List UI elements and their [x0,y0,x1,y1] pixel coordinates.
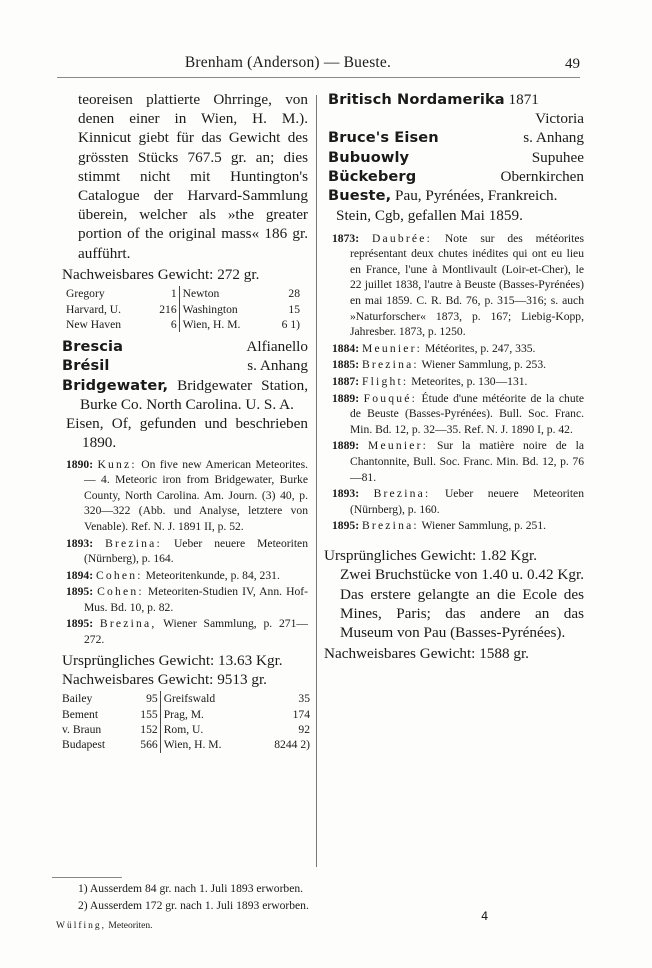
bridgewater-collections-table [62,691,312,752]
reference-text: Meteoriten-Studien IV, Ann. Hof-Mus. Bd. 10, p. 82. [84,585,308,614]
reference-text: Wiener Sammlung, p. 253. [421,358,547,372]
collection-weight: 92 [298,723,310,737]
entry-bridgewater [62,376,308,414]
collection-name: Wien, H. M. [160,737,256,752]
table-row [62,707,312,722]
entry-name: Brescia [62,338,124,356]
reference-author: Brezina: [105,536,162,550]
reference-text: Note sur des météorites représentant deux chutes inédites qui ont eu lieu en France, l'une à Montlivault (Loir-et-Cher), le 22 juillet 1838, l'autre à Beuste (Basses-Pyrénées) en mai 1859. C. R. Bd. 76, p. 315—316; s. auch »Naturforscher« 1873, p. 167; Liebig-Kopp, Jahresber. 1873, p. 1250. [350,231,584,339]
entry-bubuowly [328,148,584,167]
table-row [62,691,312,706]
entry-year: 1871 [508,91,539,108]
collection-name: v. Braun [62,723,102,737]
reference-item [62,536,308,567]
reference-year: 1895: [332,519,360,533]
reference-item [328,341,584,357]
reference-author: Brezina: [373,487,431,501]
table-row [62,722,312,737]
collection-weight: 28 [288,287,300,301]
reference-author: Meunier: [361,341,423,355]
reference-item [328,374,584,390]
collection-name: Wien, H. M. [179,317,272,332]
footnote-1: 1) Ausserdem 84 gr. nach 1. Juli 1893 erworben. [78,882,304,895]
entry-bruces-eisen [328,128,584,147]
reference-text: Wiener Sammlung, p. 251. [421,519,547,533]
reference-item [62,568,308,584]
reference-item [328,391,584,438]
reference-year: 1889: [332,439,360,453]
reference-year: 1885: [332,358,360,372]
reference-author: Cohen: [95,568,143,582]
entry-name: Brésil [62,357,110,375]
bueste-original-weight: Ursprüngliches Gewicht: 1.82 Kgr. [324,546,538,564]
collection-weight: 566 [140,738,158,752]
collection-name: Bement [62,707,99,721]
entry-ref: s. Anhang [247,357,308,375]
column-divider [316,95,317,867]
reference-item [62,584,308,615]
entry-name: Bruce's Eisen [328,129,439,147]
reference-year: 1893: [332,487,360,501]
bridgewater-references [62,457,308,648]
entry-ref: s. Anhang [523,129,584,147]
brenham-collections-table [66,286,302,332]
reference-year: 1873: [332,231,360,245]
bridgewater-description: Eisen, Of, gefunden und beschrieben 1890. [66,415,308,452]
reference-year: 1895: [66,617,94,631]
table-row [62,737,312,752]
reference-item [328,438,584,485]
brenham-continuation: teoreisen plattierte Ohrringe, von denen einer in Wien, H. M.). Kinnicut giebt für das Gewicht des grössten Stücks 767.5 gr. an; dies stimmt nicht mit Huntington's Catalogue der Harvard-Sammlung überein, welcher als »the greater portion of the original mass« 186 gr. aufführt. [78,91,308,262]
reference-year: 1895: [66,585,94,599]
reference-text: Étude d'une météorite de la chute de Beuste (Basses-Pyrénées). Bull. Soc. Franc. Min. Bd. 12, p. 32—35. Ref. N. J. 1890 I, p. 42. [350,391,584,436]
entry-name: Bueste, [328,187,392,205]
bridgewater-original-weight: Ursprüngliches Gewicht: 13.63 Kgr. [62,651,283,669]
footnote-2: 2) Ausserdem 172 gr. nach 1. Juli 1893 erworben. [78,899,309,912]
collection-weight: 15 [288,302,300,316]
collection-name: Bailey [62,692,93,706]
entry-location: Pau, Pyrénées, Frankreich. [395,187,558,205]
table-row [66,286,302,301]
reference-author: Meunier: [367,439,429,453]
collection-weight: 6 1) [281,317,300,331]
reference-author: Brezina: [361,519,419,533]
entry-name: Britisch Nordamerika [328,91,505,108]
entry-britisch-nordamerika [328,90,584,128]
reference-item [62,616,308,647]
reference-item [62,457,308,535]
entry-bueckeberg [328,167,584,186]
reference-item [328,357,584,373]
reference-author: Daubrée: [371,231,433,245]
collection-weight: 216 [159,302,177,316]
collection-name: Harvard, U. [66,302,122,316]
entry-ref: Victoria [535,110,584,128]
bueste-references [328,231,584,534]
collection-name: New Haven [66,317,122,331]
reference-author: Fouqué: [363,391,417,405]
footnote-rule [52,877,122,878]
entry-brescia [62,337,308,356]
table-row [66,317,302,332]
bueste-weight-note: Zwei Bruchstücke von 1.40 u. 0.42 Kgr. Das erstere gelangte an die Ecole des Mines, Paris; das andere an das Museum von Pau (Basses-Pyrénées). [340,566,584,641]
bueste-weight: Nachweisbares Gewicht: 1588 gr. [324,645,529,663]
collection-weight: 95 [146,692,158,706]
reference-text: Meteorites, p. 130—131. [411,375,528,389]
entry-location: Bridgewater Station, Burke Co. North Carolina. U. S. A. [80,376,308,413]
signature-title: Meteoriten. [108,921,153,931]
reference-year: 1893: [66,536,94,550]
reference-item [328,486,584,517]
table-row [66,302,302,317]
entry-ref: Obernkirchen [500,168,584,185]
reference-year: 1884: [332,341,360,355]
reference-year: 1889: [332,391,360,405]
bridgewater-weight: Nachweisbares Gewicht: 9513 gr. [62,671,267,689]
reference-text: Meteoritenkunde, p. 84, 231. [145,568,280,582]
collection-weight: 8244 2) [274,738,310,752]
reference-year: 1894: [66,568,94,582]
reference-text: Ueber neuere Meteoriten (Nürnberg), p. 164. [84,536,308,566]
entry-ref: Supuhee [531,148,584,166]
collection-weight: 35 [298,692,310,706]
reference-author: Brezina, [99,617,157,631]
entry-name: Bridgewater, [62,376,169,394]
right-column [324,90,584,664]
entry-name: Bückeberg [328,168,417,185]
collection-weight: 152 [140,723,158,737]
collection-name: Greifswald [160,691,256,706]
reference-item [328,231,584,340]
reference-text: Wiener Sammlung, p. 271—272. [84,617,308,647]
bueste-description: Stein, Cgb, gefallen Mai 1859. [336,206,523,224]
reference-year: 1887: [332,375,360,389]
signature-line [56,921,152,931]
sheet-number: 4 [481,909,489,923]
page-number: 49 [565,56,580,72]
collection-name: Budapest [62,738,106,752]
entry-ref: Alfianello [246,338,308,356]
reference-year: 1890: [66,457,94,471]
collection-name: Prag, M. [160,707,256,722]
reference-text: Météorites, p. 247, 335. [424,341,536,355]
entry-name: Bubuowly [328,148,410,166]
brenham-weight: Nachweisbares Gewicht: 272 gr. [62,265,260,283]
reference-author: Flight: [361,375,409,389]
collection-name: Gregory [66,287,105,301]
left-column [62,90,308,755]
entry-bueste [328,186,584,205]
reference-text: On five new American Meteorites. — 4. Meteoric iron from Bridgewater, Burke County, North Carolina. Am. Journ. (3) 40, p. 320—322 (Abb. und Analyse, letztere von Venable). Ref. N. J. 1891 II, p. 52. [84,457,308,533]
reference-author: Brezina: [361,358,419,372]
reference-author: Cohen: [97,585,144,599]
collection-name: Newton [179,286,272,301]
collection-weight: 1 [170,287,177,301]
collection-name: Washington [179,302,272,317]
running-header [57,50,580,76]
reference-text: Sur la matière noire de la Chantonnite, Bull. Soc. Franc. Min. Bd. 12, p. 76—81. [350,439,584,484]
collection-weight: 155 [140,707,158,721]
header-rule [57,77,580,78]
collection-weight: 174 [292,707,310,721]
reference-item [328,518,584,534]
signature-author: Wülfing, [56,921,107,931]
reference-author: Kunz: [97,457,137,471]
collection-weight: 6 [170,317,177,331]
collection-name: Rom, U. [160,722,256,737]
header-title: Brenham (Anderson) — Bueste. [184,54,392,71]
reference-text: Ueber neuere Meteoriten (Nürnberg), p. 160. [350,487,584,516]
entry-bresil [62,356,308,375]
